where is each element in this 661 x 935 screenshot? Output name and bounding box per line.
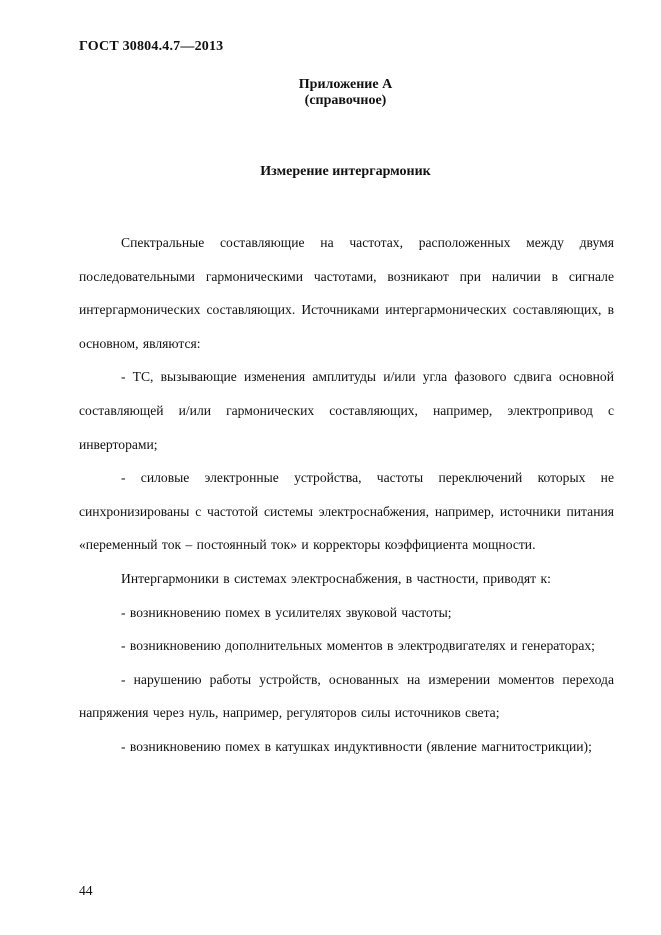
body-text xyxy=(79,226,614,764)
annex-subtitle: (справочное) xyxy=(304,93,387,108)
page-number: 44 xyxy=(79,883,93,898)
list-item: - ТС, вызывающие изменения амплитуды и/или угла фазового сдвига основной составляющей и/или гармонических составляющих, например, электропривод с инверторами; xyxy=(79,369,614,452)
list-item: - силовые электронные устройства, частоты переключений которых не синхронизированы с частотой системы электроснабжения, например, источники питания «переменный ток – постоянный ток» и корректоры коэффициента мощности. xyxy=(79,470,614,553)
paragraph: Спектральные составляющие на частотах, расположенных между двумя последовательными гармоническими частотами, возникают при наличии в сигнале интергармонических составляющих. Источниками интергармонических составляющих, в основном, являются: xyxy=(79,235,614,351)
list-item: - возникновению дополнительных моментов в электродвигателях и генераторах; xyxy=(121,638,595,654)
section-heading: Измерение интергармоник xyxy=(260,164,431,179)
list-item: - возникновению помех в катушках индуктивности (явление магнитострикции); xyxy=(121,738,592,754)
paragraph: Интергармоники в системах электроснабжения, в частности, приводят к: xyxy=(121,570,551,586)
list-item: - возникновению помех в усилителях звуковой частоты; xyxy=(121,604,452,620)
annex-title-block xyxy=(0,77,661,109)
document-code: ГОСТ 30804.4.7—2013 xyxy=(79,39,224,54)
annex-title: Приложение А xyxy=(298,77,393,92)
list-item: - нарушению работы устройств, основанных на измерении моментов перехода напряжения через нуль, например, регуляторов силы источников света; xyxy=(79,671,614,721)
